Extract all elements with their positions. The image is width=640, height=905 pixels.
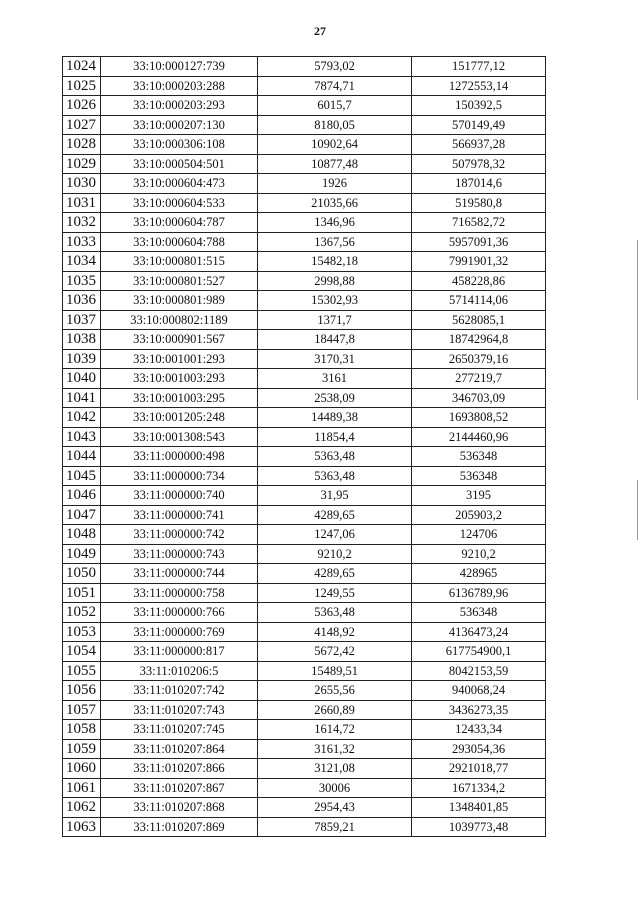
value-cell: 617754900,1 xyxy=(412,642,546,662)
cadastral-number-cell: 33:10:000801:515 xyxy=(101,252,258,272)
row-number-cell: 1049 xyxy=(63,544,101,564)
value-cell: 5714114,06 xyxy=(412,291,546,311)
value-cell: 536348 xyxy=(412,603,546,623)
value-cell: 940068,24 xyxy=(412,681,546,701)
table-row xyxy=(63,271,546,291)
row-number-cell: 1057 xyxy=(63,700,101,720)
table-row xyxy=(63,544,546,564)
cadastral-number-cell: 33:11:000000:766 xyxy=(101,603,258,623)
area-cell: 31,95 xyxy=(258,486,412,506)
value-cell: 428965 xyxy=(412,564,546,584)
cadastral-number-cell: 33:11:000000:769 xyxy=(101,622,258,642)
table-row xyxy=(63,408,546,428)
value-cell: 1272553,14 xyxy=(412,76,546,96)
cadastral-number-cell: 33:11:010206:5 xyxy=(101,661,258,681)
table-row xyxy=(63,427,546,447)
area-cell: 15302,93 xyxy=(258,291,412,311)
table-row xyxy=(63,330,546,350)
table-row xyxy=(63,349,546,369)
area-cell: 15489,51 xyxy=(258,661,412,681)
area-cell: 9210,2 xyxy=(258,544,412,564)
row-number-cell: 1041 xyxy=(63,388,101,408)
cadastral-number-cell: 33:11:000000:734 xyxy=(101,466,258,486)
value-cell: 2144460,96 xyxy=(412,427,546,447)
row-number-cell: 1056 xyxy=(63,681,101,701)
area-cell: 7859,21 xyxy=(258,817,412,837)
cadastral-number-cell: 33:11:000000:743 xyxy=(101,544,258,564)
area-cell: 2655,56 xyxy=(258,681,412,701)
scan-edge-mark xyxy=(637,240,638,400)
page-number: 27 xyxy=(314,24,326,38)
area-cell: 1371,7 xyxy=(258,310,412,330)
value-cell: 9210,2 xyxy=(412,544,546,564)
row-number-cell: 1024 xyxy=(63,57,101,77)
area-cell: 5672,42 xyxy=(258,642,412,662)
table-row xyxy=(63,622,546,642)
table-row xyxy=(63,642,546,662)
value-cell: 1693808,52 xyxy=(412,408,546,428)
cadastral-number-cell: 33:11:010207:743 xyxy=(101,700,258,720)
row-number-cell: 1040 xyxy=(63,369,101,389)
area-cell: 1346,96 xyxy=(258,213,412,233)
table-row xyxy=(63,174,546,194)
value-cell: 536348 xyxy=(412,466,546,486)
cadastral-number-cell: 33:11:000000:742 xyxy=(101,525,258,545)
table-row xyxy=(63,76,546,96)
area-cell: 3170,31 xyxy=(258,349,412,369)
area-cell: 5363,48 xyxy=(258,447,412,467)
value-cell: 3195 xyxy=(412,486,546,506)
table-row xyxy=(63,135,546,155)
area-cell: 10877,48 xyxy=(258,154,412,174)
area-cell: 3161 xyxy=(258,369,412,389)
value-cell: 507978,32 xyxy=(412,154,546,174)
value-cell: 6136789,96 xyxy=(412,583,546,603)
value-cell: 3436273,35 xyxy=(412,700,546,720)
row-number-cell: 1039 xyxy=(63,349,101,369)
value-cell: 4136473,24 xyxy=(412,622,546,642)
row-number-cell: 1029 xyxy=(63,154,101,174)
value-cell: 1039773,48 xyxy=(412,817,546,837)
cadastral-number-cell: 33:11:000000:498 xyxy=(101,447,258,467)
row-number-cell: 1054 xyxy=(63,642,101,662)
table-row xyxy=(63,447,546,467)
cadastral-number-cell: 33:11:000000:744 xyxy=(101,564,258,584)
row-number-cell: 1037 xyxy=(63,310,101,330)
cadastral-number-cell: 33:10:000203:288 xyxy=(101,76,258,96)
row-number-cell: 1036 xyxy=(63,291,101,311)
area-cell: 1367,56 xyxy=(258,232,412,252)
table-row xyxy=(63,525,546,545)
area-cell: 2998,88 xyxy=(258,271,412,291)
row-number-cell: 1060 xyxy=(63,759,101,779)
table-row xyxy=(63,759,546,779)
value-cell: 458228,86 xyxy=(412,271,546,291)
area-cell: 8180,05 xyxy=(258,115,412,135)
row-number-cell: 1053 xyxy=(63,622,101,642)
table-row xyxy=(63,778,546,798)
row-number-cell: 1038 xyxy=(63,330,101,350)
area-cell: 7874,71 xyxy=(258,76,412,96)
table-row xyxy=(63,466,546,486)
row-number-cell: 1031 xyxy=(63,193,101,213)
table-row xyxy=(63,700,546,720)
area-cell: 1926 xyxy=(258,174,412,194)
row-number-cell: 1043 xyxy=(63,427,101,447)
cadastral-number-cell: 33:10:000127:739 xyxy=(101,57,258,77)
area-cell: 5363,48 xyxy=(258,466,412,486)
table-row xyxy=(63,291,546,311)
table-row xyxy=(63,57,546,77)
row-number-cell: 1045 xyxy=(63,466,101,486)
row-number-cell: 1028 xyxy=(63,135,101,155)
cadastral-number-cell: 33:10:000604:533 xyxy=(101,193,258,213)
value-cell: 346703,09 xyxy=(412,388,546,408)
cadastral-number-cell: 33:11:010207:745 xyxy=(101,720,258,740)
area-cell: 15482,18 xyxy=(258,252,412,272)
table-row xyxy=(63,388,546,408)
cadastral-number-cell: 33:10:001308:543 xyxy=(101,427,258,447)
table-row xyxy=(63,798,546,818)
cadastral-number-cell: 33:10:001001:293 xyxy=(101,349,258,369)
area-cell: 5793,02 xyxy=(258,57,412,77)
value-cell: 536348 xyxy=(412,447,546,467)
row-number-cell: 1035 xyxy=(63,271,101,291)
value-cell: 7991901,32 xyxy=(412,252,546,272)
value-cell: 12433,34 xyxy=(412,720,546,740)
value-cell: 1348401,85 xyxy=(412,798,546,818)
cadastral-number-cell: 33:11:010207:869 xyxy=(101,817,258,837)
area-cell: 5363,48 xyxy=(258,603,412,623)
cadastral-number-cell: 33:10:000801:527 xyxy=(101,271,258,291)
table-row xyxy=(63,661,546,681)
cadastral-number-cell: 33:10:000801:989 xyxy=(101,291,258,311)
value-cell: 151777,12 xyxy=(412,57,546,77)
area-cell: 4289,65 xyxy=(258,564,412,584)
cadastral-number-cell: 33:10:000802:1189 xyxy=(101,310,258,330)
value-cell: 150392,5 xyxy=(412,96,546,116)
row-number-cell: 1027 xyxy=(63,115,101,135)
row-number-cell: 1026 xyxy=(63,96,101,116)
value-cell: 716582,72 xyxy=(412,213,546,233)
cadastral-number-cell: 33:10:000207:130 xyxy=(101,115,258,135)
table-row xyxy=(63,115,546,135)
row-number-cell: 1048 xyxy=(63,525,101,545)
row-number-cell: 1046 xyxy=(63,486,101,506)
row-number-cell: 1030 xyxy=(63,174,101,194)
table-row xyxy=(63,564,546,584)
row-number-cell: 1055 xyxy=(63,661,101,681)
cadastral-number-cell: 33:10:000504:501 xyxy=(101,154,258,174)
value-cell: 205903,2 xyxy=(412,505,546,525)
row-number-cell: 1047 xyxy=(63,505,101,525)
value-cell: 124706 xyxy=(412,525,546,545)
cadastral-number-cell: 33:11:000000:817 xyxy=(101,642,258,662)
row-number-cell: 1059 xyxy=(63,739,101,759)
cadastral-number-cell: 33:10:001003:295 xyxy=(101,388,258,408)
value-cell: 293054,36 xyxy=(412,739,546,759)
value-cell: 5957091,36 xyxy=(412,232,546,252)
row-number-cell: 1042 xyxy=(63,408,101,428)
table-row xyxy=(63,505,546,525)
area-cell: 2954,43 xyxy=(258,798,412,818)
row-number-cell: 1051 xyxy=(63,583,101,603)
value-cell: 277219,7 xyxy=(412,369,546,389)
value-cell: 2921018,77 xyxy=(412,759,546,779)
cadastral-number-cell: 33:10:000604:788 xyxy=(101,232,258,252)
area-cell: 11854,4 xyxy=(258,427,412,447)
table-row xyxy=(63,817,546,837)
row-number-cell: 1025 xyxy=(63,76,101,96)
value-cell: 566937,28 xyxy=(412,135,546,155)
table-row xyxy=(63,310,546,330)
table-row xyxy=(63,681,546,701)
row-number-cell: 1034 xyxy=(63,252,101,272)
area-cell: 3161,32 xyxy=(258,739,412,759)
area-cell: 2538,09 xyxy=(258,388,412,408)
value-cell: 18742964,8 xyxy=(412,330,546,350)
value-cell: 5628085,1 xyxy=(412,310,546,330)
row-number-cell: 1063 xyxy=(63,817,101,837)
cadastral-number-cell: 33:10:000901:567 xyxy=(101,330,258,350)
area-cell: 18447,8 xyxy=(258,330,412,350)
area-cell: 14489,38 xyxy=(258,408,412,428)
area-cell: 6015,7 xyxy=(258,96,412,116)
area-cell: 21035,66 xyxy=(258,193,412,213)
cadastral-number-cell: 33:10:000604:787 xyxy=(101,213,258,233)
table-row xyxy=(63,154,546,174)
table-row xyxy=(63,603,546,623)
table-row xyxy=(63,252,546,272)
table-row xyxy=(63,720,546,740)
row-number-cell: 1032 xyxy=(63,213,101,233)
cadastral-number-cell: 33:11:010207:867 xyxy=(101,778,258,798)
value-cell: 1671334,2 xyxy=(412,778,546,798)
area-cell: 4148,92 xyxy=(258,622,412,642)
table-row xyxy=(63,739,546,759)
row-number-cell: 1050 xyxy=(63,564,101,584)
cadastral-number-cell: 33:11:000000:758 xyxy=(101,583,258,603)
area-cell: 1247,06 xyxy=(258,525,412,545)
value-cell: 187014,6 xyxy=(412,174,546,194)
area-cell: 1614,72 xyxy=(258,720,412,740)
table-row xyxy=(63,213,546,233)
cadastral-number-cell: 33:11:010207:742 xyxy=(101,681,258,701)
table-row xyxy=(63,369,546,389)
cadastral-number-cell: 33:11:010207:866 xyxy=(101,759,258,779)
cadastral-number-cell: 33:11:010207:864 xyxy=(101,739,258,759)
row-number-cell: 1033 xyxy=(63,232,101,252)
value-cell: 519580,8 xyxy=(412,193,546,213)
value-cell: 8042153,59 xyxy=(412,661,546,681)
area-cell: 1249,55 xyxy=(258,583,412,603)
cadastral-number-cell: 33:10:001003:293 xyxy=(101,369,258,389)
area-cell: 4289,65 xyxy=(258,505,412,525)
area-cell: 30006 xyxy=(258,778,412,798)
row-number-cell: 1061 xyxy=(63,778,101,798)
cadastral-table xyxy=(62,56,546,837)
row-number-cell: 1058 xyxy=(63,720,101,740)
cadastral-number-cell: 33:11:000000:741 xyxy=(101,505,258,525)
table-row xyxy=(63,583,546,603)
value-cell: 2650379,16 xyxy=(412,349,546,369)
area-cell: 10902,64 xyxy=(258,135,412,155)
cadastral-number-cell: 33:11:010207:868 xyxy=(101,798,258,818)
cadastral-number-cell: 33:10:000306:108 xyxy=(101,135,258,155)
area-cell: 2660,89 xyxy=(258,700,412,720)
cadastral-number-cell: 33:11:000000:740 xyxy=(101,486,258,506)
table-row xyxy=(63,232,546,252)
scan-edge-mark xyxy=(637,480,638,540)
cadastral-number-cell: 33:10:000203:293 xyxy=(101,96,258,116)
table-row xyxy=(63,96,546,116)
row-number-cell: 1062 xyxy=(63,798,101,818)
cadastral-number-cell: 33:10:001205:248 xyxy=(101,408,258,428)
table-row xyxy=(63,193,546,213)
table-row xyxy=(63,486,546,506)
area-cell: 3121,08 xyxy=(258,759,412,779)
row-number-cell: 1044 xyxy=(63,447,101,467)
row-number-cell: 1052 xyxy=(63,603,101,623)
value-cell: 570149,49 xyxy=(412,115,546,135)
cadastral-number-cell: 33:10:000604:473 xyxy=(101,174,258,194)
table-body xyxy=(63,57,546,837)
